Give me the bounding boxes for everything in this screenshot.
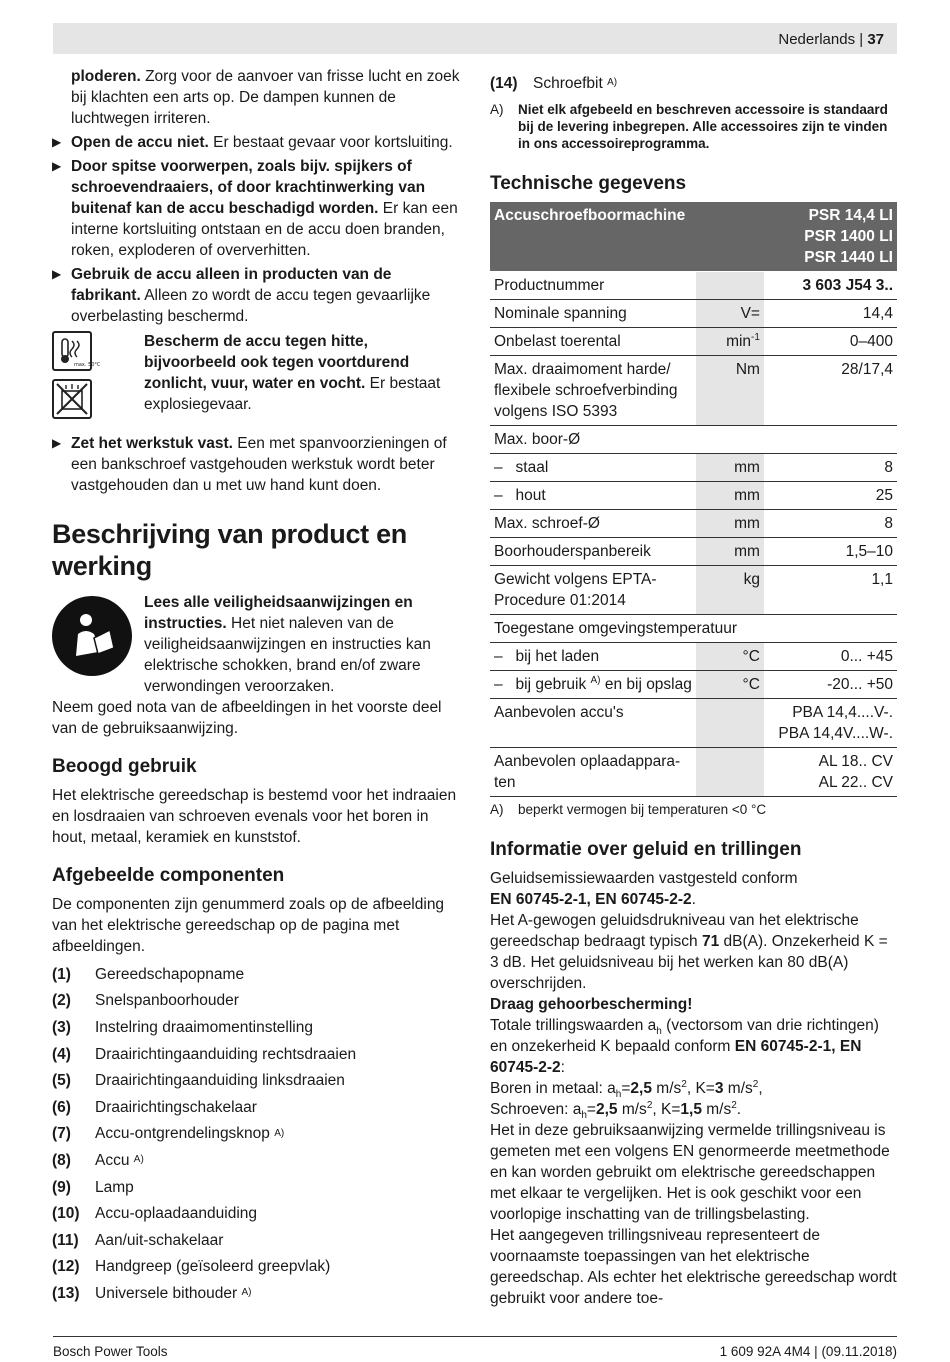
- list-item: (9) Lamp: [52, 1178, 134, 1196]
- list-item: (7) Accu-ontgrendelingsknop A): [52, 1125, 285, 1143]
- temperature-footnote: A) beperkt vermogen bij temperaturen <0 °C: [490, 801, 767, 817]
- hearing-protection: Draag gehoorbescherming!: [490, 995, 693, 1013]
- thermometer-icon: [52, 331, 101, 371]
- table-row: Max. boor-Ø: [490, 425, 897, 453]
- list-item: (11) Aan/uit-schakelaar: [52, 1231, 224, 1249]
- svg-text:max. 50°C: max. 50°C: [74, 362, 101, 368]
- page-header: [53, 23, 897, 54]
- heading-intended-use: Beoogd gebruik: [52, 756, 197, 777]
- header-language: Nederlands | 37: [778, 31, 884, 48]
- components-list: [52, 961, 460, 1307]
- no-water-icon: [52, 379, 92, 419]
- table-row: Toegestane omgevingstemperatuur: [490, 614, 897, 642]
- intro-paragraph: ploderen. Zorg voor de aanvoer van frisse lucht en zoek bij klachten een arts op. De dampen kunnen de luchtwegen irriteren.: [71, 68, 460, 127]
- table-header-row: Accuschroefboormachine PSR 14,4 LI PSR 1400 LI PSR 1440 LI: [490, 202, 897, 272]
- footer-right: 1 609 92A 4M4 | (09.11.2018): [719, 1344, 897, 1359]
- warning-secure-workpiece: ▶ Zet het werkstuk vast. Een met spanvoorzieningen of een bankschroef vastgehouden werkstuk wordt beter vastgehouden dan u met uw hand kunt doen.: [52, 433, 460, 496]
- warning-manufacturer: ▶ Gebruik de accu alleen in producten van de fabrikant. Alleen zo wordt de accu tegen gevaarlijke overbelasting beschermd.: [52, 264, 460, 327]
- footer-left: Bosch Power Tools: [53, 1344, 168, 1359]
- table-row: Gewicht volgens EPTA-Procedure 01:2014 kg 1,1: [490, 565, 897, 614]
- read-instructions: Lees alle veiligheidsaanwijzingen en instructies. Het niet naleven van de veiligheidsaanwijzingen en instructies kan elektrische schokken, brand en/of zware verwondingen veroorzaken.: [52, 592, 460, 697]
- table-row: Aanbevolen oplaadappara-ten AL 18.. CV AL 22.. CV: [490, 747, 897, 796]
- list-item: (4) Draairichtingaanduiding rechtsdraaien: [52, 1045, 357, 1063]
- components-list-continued: [490, 70, 898, 97]
- table-row: Onbelast toerental $\min^{-1}$ 0–400: [490, 327, 897, 355]
- table-row: Max. schroef-Ø mm 8: [490, 509, 897, 537]
- list-item: (14) Schroefbit A): [490, 74, 618, 92]
- list-item: (13) Universele bithouder A): [52, 1284, 252, 1302]
- table-row: Nominale spanning V= 14,4: [490, 299, 897, 327]
- list-item: (1) Gereedschapopname: [52, 965, 245, 983]
- technical-data-table: [490, 202, 897, 797]
- table-row: – hout mm 25: [490, 481, 897, 509]
- list-item: (8) Accu A): [52, 1151, 144, 1169]
- accessory-footnote: A) Niet elk afgebeeld en beschreven accessoire is standaard bij de levering inbegrepen. Alle accessoires zijn te vinden in ons accessoireprogramma.: [490, 101, 888, 151]
- right-column: [490, 70, 898, 1309]
- vibration-drilling: Boren in metaal: $a_h=2,5$ $m/s^2$, K=3 $m/s^2$,: [490, 1078, 763, 1100]
- list-item: (10) Accu-oplaadaanduiding: [52, 1205, 258, 1223]
- list-item: (2) Snelspanboorhouder: [52, 992, 239, 1010]
- noise-level-text: Het A-gewogen geluidsdrukniveau van het elektrische gereedschap bedraagt typisch 71 dB(A). Onzekerheid K = 3 dB. Het geluidsniveau bij het werken kan 80 dB(A) overschrijden.: [490, 911, 888, 992]
- components-text: De componenten zijn genummerd zoals op de afbeelding van het elektrische gereedschap op de pagina met afbeeldingen.: [52, 896, 445, 955]
- vibration-text: Totale trillingswaarden $a_h$ (vectorsom van drie richtingen) en onzekerheid K bepaald conform EN 60745-2-1, EN 60745-2-2:: [490, 1016, 879, 1076]
- table-row: Boorhouderspanbereik mm 1,5–10: [490, 537, 897, 565]
- table-row: Max. draaimoment harde/ flexibele schroefverbinding volgens ISO 5393 Nm 28/17,4: [490, 355, 897, 425]
- read-manual-icon: [52, 596, 132, 676]
- warning-sharp-objects: ▶ Door spitse voorwerpen, zoals bijv. spijkers of schroevendraaiers, of door krachtinwerking van buitenaf kan de accu beschadigd worden. Er kan een interne kortsluiting ontstaan en de accu doen branden, roken, exploderen of oververhitten.: [52, 156, 460, 261]
- heading-noise-vibration: Informatie over geluid en trillingen: [490, 838, 802, 860]
- section-title: Beschrijving van product en werking: [52, 519, 407, 581]
- heat-warning: max. 50°C Bescherm de accu tegen hitte, bijvoorbeeld ook tegen voortdurend zonlicht, vuur, water en vocht. Er bestaat explosiegevaar.: [52, 331, 460, 427]
- table-row: – bij gebruik $^{A)}$ en bij opslag °C -20... +50: [490, 670, 897, 698]
- table-row: Aanbevolen accu's PBA 14,4....V-. PBA 14,4V....W-.: [490, 698, 897, 747]
- noise-standard: Geluidsemissiewaarden vastgesteld conform EN 60745-2-1, EN 60745-2-2.: [490, 869, 798, 908]
- left-column: [52, 66, 460, 1307]
- table-row: – bij het laden °C 0... +45: [490, 642, 897, 670]
- page-footer: [53, 1336, 897, 1362]
- intended-use-text: Het elektrische gereedschap is bestemd voor het indraaien en losdraaien van schroeven evenals voor het boren in hout, metaal, keramiek en kunststof.: [52, 787, 457, 846]
- vibration-screwing: Schroeven: $a_h=2,5$ $m/s^2$, K=1,5 $m/s^2$.: [490, 1099, 742, 1121]
- list-item: (3) Instelring draaimomentinstelling: [52, 1018, 313, 1036]
- heading-components: Afgebeelde componenten: [52, 865, 285, 886]
- heading-technical-data: Technische gegevens: [490, 172, 687, 194]
- vibration-measure-text: Het in deze gebruiksaanwijzing vermelde trillingsniveau is gemeten met een volgens EN genormeerde meetmethode en kan worden gebruikt om elektrische gereedschappen met elkaar te vergelijken. Het is ook geschikt voor een voorlopige inschatting van de trillingsbelasting.: [490, 1121, 890, 1223]
- warning-open-battery: ▶ Open de accu niet. Er bestaat gevaar voor kortsluiting.: [52, 132, 460, 153]
- note-paragraph: Neem goed nota van de afbeeldingen in het voorste deel van de gebruiksaanwijzing.: [52, 699, 442, 737]
- vibration-application-text: Het aangegeven trillingsniveau representeert de voornaamste toepassingen van het elektrische gereedschap. Als echter het elektrische gereedschap wordt gebruikt voor andere toe-: [490, 1226, 897, 1307]
- table-row: Productnummer 3 603 J54 3..: [490, 271, 897, 299]
- list-item: (6) Draairichtingschakelaar: [52, 1098, 257, 1116]
- list-item: (12) Handgreep (geïsoleerd greepvlak): [52, 1258, 331, 1276]
- table-row: – staal mm 8: [490, 453, 897, 481]
- list-item: (5) Draairichtingaanduiding linksdraaien: [52, 1072, 345, 1090]
